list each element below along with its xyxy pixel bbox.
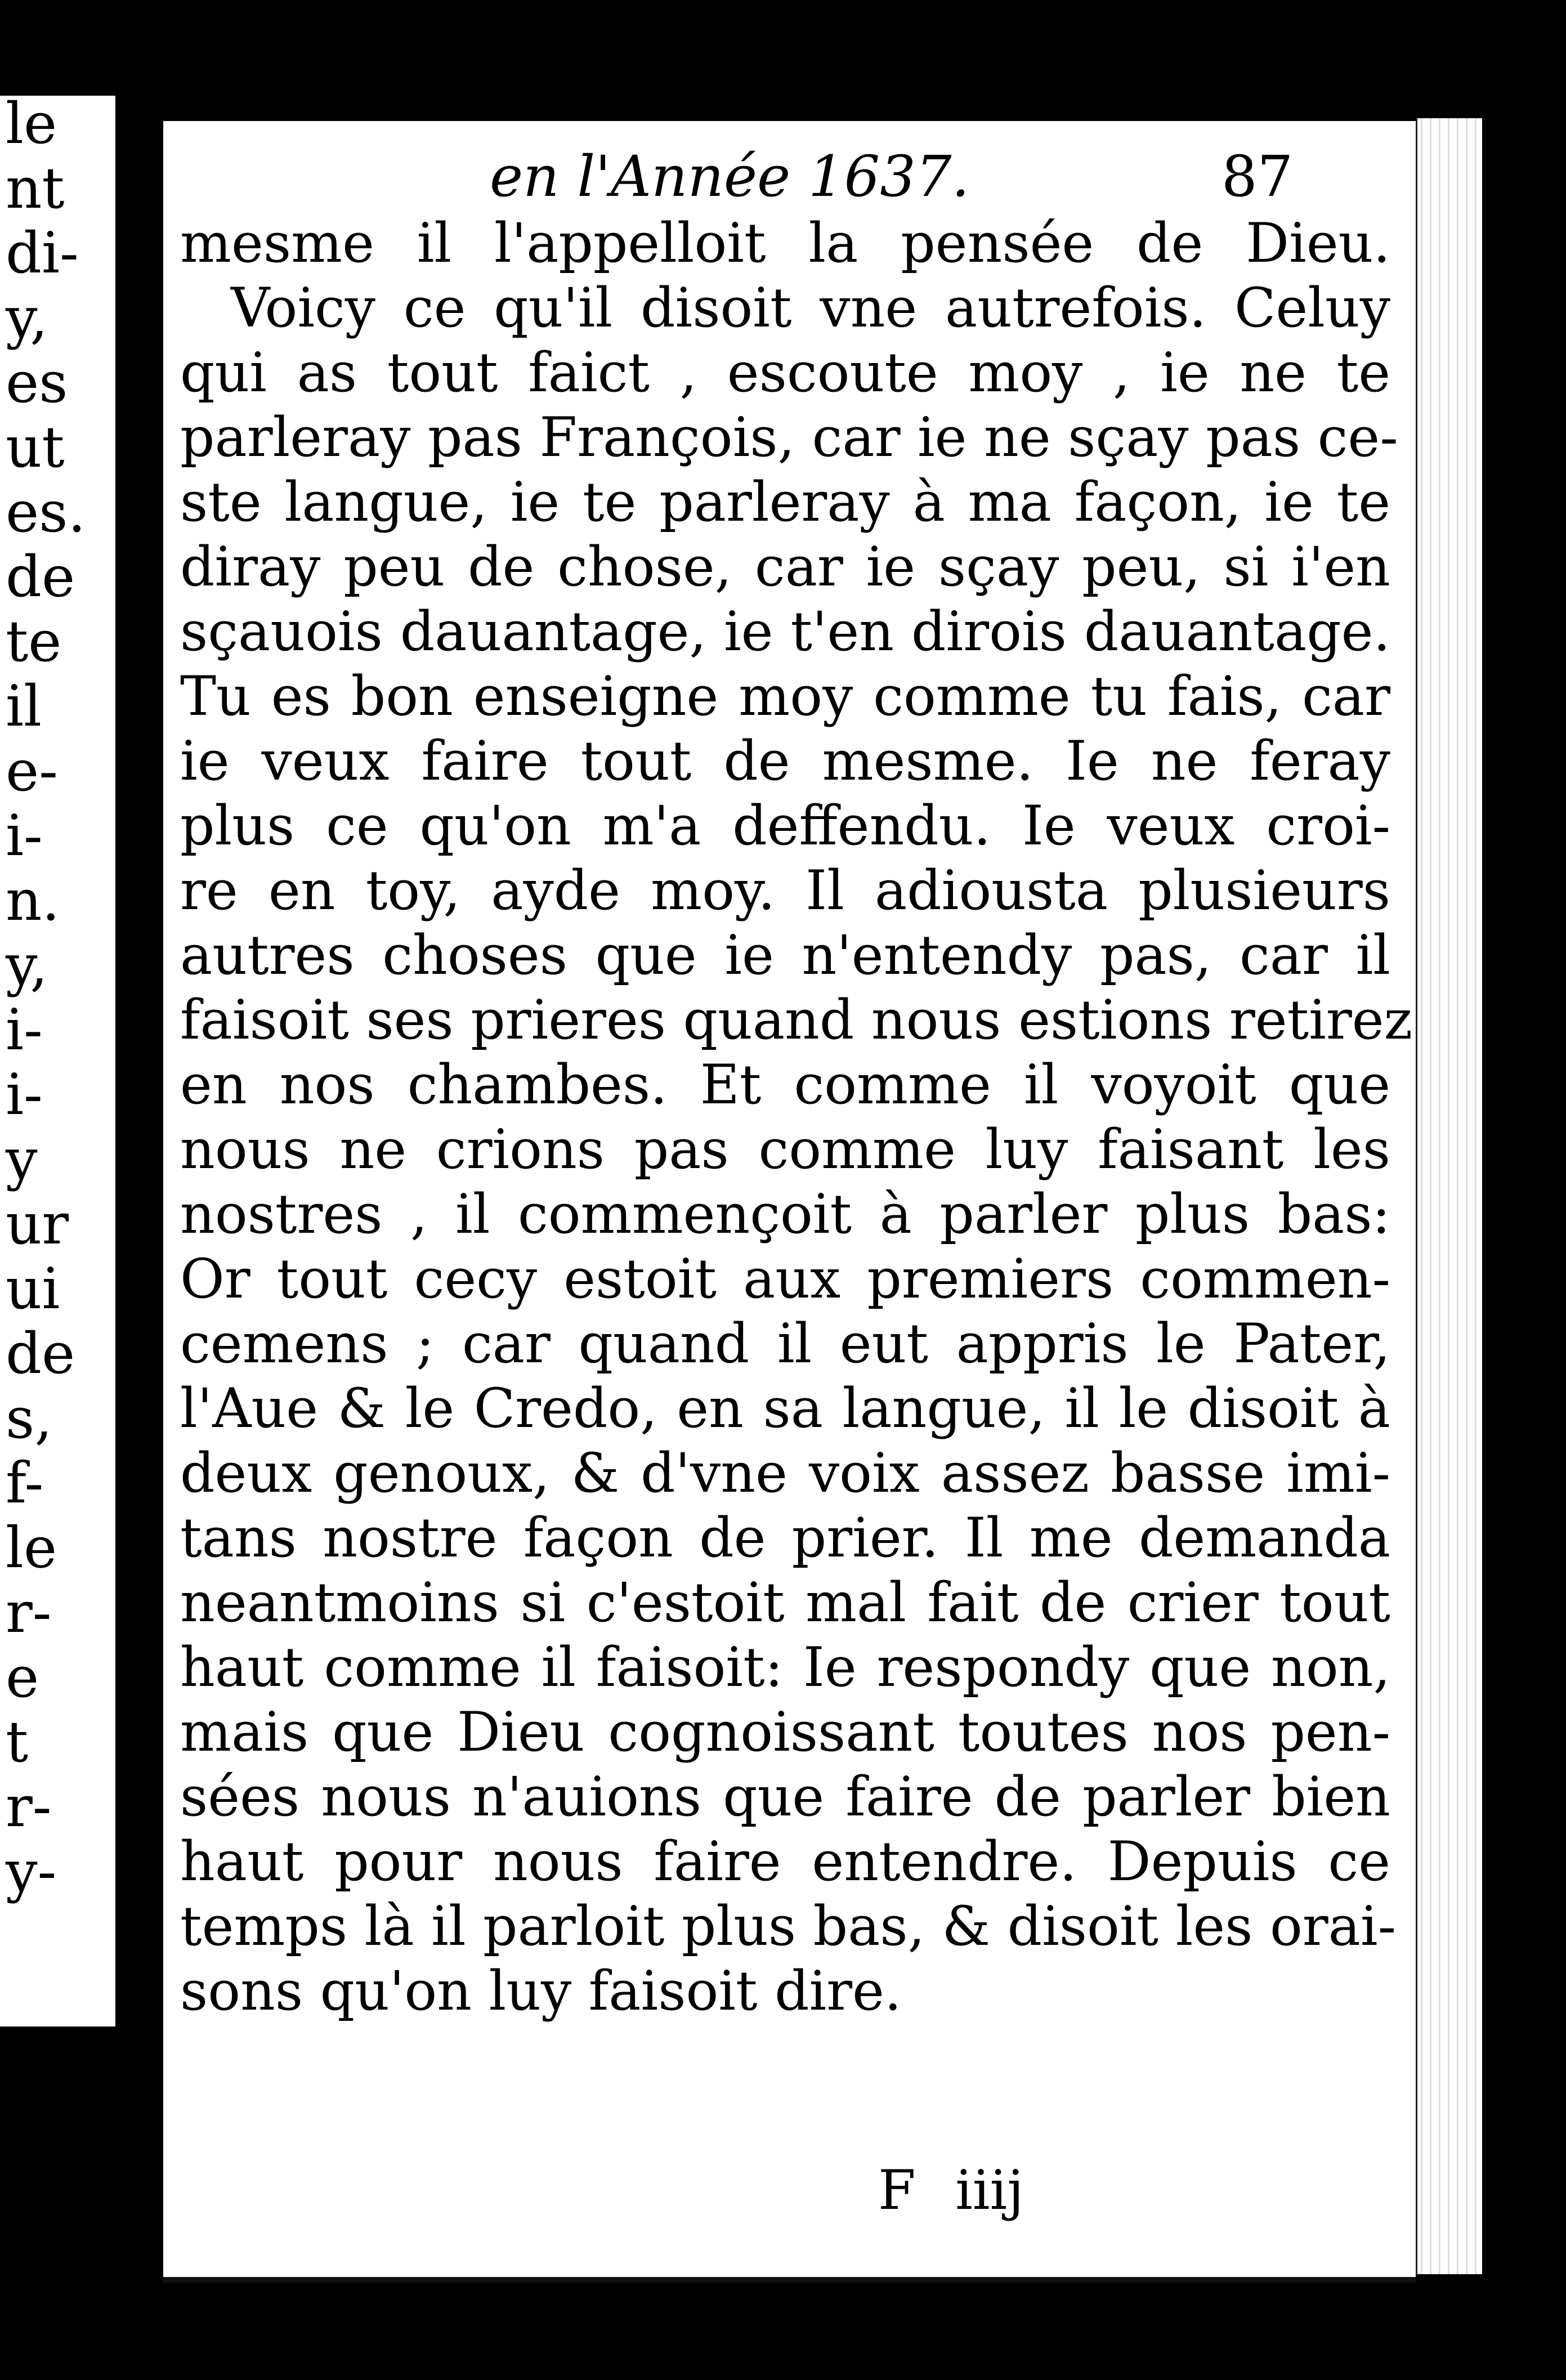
previous-page-edge xyxy=(0,96,115,2026)
prev-fragment: nt xyxy=(6,155,65,221)
text-line: deux genoux, & d'vne voix assez basse imi- xyxy=(180,1442,1390,1505)
text-line: haut comme il faisoit: Ie respondy que non, xyxy=(180,1636,1390,1699)
text-line: qui as tout faict , escoute moy , ie ne te xyxy=(180,341,1390,404)
prev-fragment: te xyxy=(6,609,62,674)
text-line: re en toy, ayde moy. Il adiousta plusieurs xyxy=(180,859,1390,922)
text-line: cemens ; car quand il eut appris le Pater, xyxy=(180,1312,1390,1375)
text-line: ste langue, ie te parleray à ma façon, ie te xyxy=(180,471,1390,534)
prev-fragment: r- xyxy=(6,1580,52,1645)
prev-fragment: r- xyxy=(6,1774,52,1840)
prev-fragment: ui xyxy=(6,1256,60,1322)
text-line: ie veux faire tout de mesme. Ie ne feray xyxy=(180,730,1390,793)
prev-fragment: le xyxy=(6,96,57,156)
text-line: temps là il parloit plus bas, & disoit les orai- xyxy=(180,1895,1396,1958)
text-line: Tu es bon enseigne moy comme tu fais, car xyxy=(180,665,1390,728)
text-line: faisoit ses prieres quand nous estions retirez xyxy=(180,988,1413,1052)
prev-fragment: s, xyxy=(6,1385,53,1451)
text-line: parleray pas François, car ie ne sçay pas ce- xyxy=(180,406,1398,469)
page-fore-edge xyxy=(1416,118,1482,2274)
page-number: 87 xyxy=(1222,144,1294,209)
signature-mark: F iiij xyxy=(878,2159,1024,2222)
text-line: Voicy ce qu'il disoit vne autrefois. Celuy xyxy=(231,276,1390,339)
page-header xyxy=(163,144,1416,217)
prev-fragment: ut xyxy=(6,414,65,480)
prev-fragment: il xyxy=(6,673,42,739)
text-line: mesme il l'appelloit la pensée de Dieu. xyxy=(180,212,1390,275)
prev-fragment: y- xyxy=(6,1838,57,1904)
text-line: tans nostre façon de prier. Il me demanda xyxy=(180,1506,1390,1569)
prev-fragment: i- xyxy=(6,1062,43,1128)
prev-fragment: y, xyxy=(6,932,48,998)
text-line: neantmoins si c'estoit mal fait de crier tout xyxy=(180,1571,1390,1634)
text-line: nostres , il commençoit à parler plus bas: xyxy=(180,1183,1390,1246)
prev-fragment: es. xyxy=(6,479,86,545)
prev-fragment: e- xyxy=(6,738,58,804)
text-line: l'Aue & le Credo, en sa langue, il le disoit à xyxy=(180,1377,1390,1440)
running-head: en l'Année 1637. xyxy=(490,144,970,209)
text-line: sçauois dauantage, ie t'en dirois dauantage. xyxy=(180,600,1390,663)
text-line: sées nous n'auions que faire de parler bien xyxy=(180,1765,1390,1828)
text-line: mais que Dieu cognoissant toutes nos pen- xyxy=(180,1701,1390,1764)
prev-fragment: es xyxy=(6,350,68,415)
prev-fragment: ur xyxy=(6,1191,69,1257)
book-page xyxy=(163,121,1416,2283)
book-gutter xyxy=(115,0,163,2380)
body-text xyxy=(180,211,1413,2024)
text-line: plus ce qu'on m'a deffendu. Ie veux croi- xyxy=(180,794,1390,857)
prev-fragment: e xyxy=(6,1644,39,1710)
prev-fragment: i- xyxy=(6,997,43,1063)
prev-fragment: y, xyxy=(6,285,48,351)
prev-fragment: n. xyxy=(6,867,60,933)
text-line: autres choses que ie n'entendy pas, car il xyxy=(180,924,1390,987)
prev-fragment: i- xyxy=(6,803,43,869)
text-line: en nos chambes. Et comme il voyoit que xyxy=(180,1053,1390,1116)
text-line: Or tout cecy estoit aux premiers commen- xyxy=(180,1247,1390,1310)
prev-fragment: de xyxy=(6,1321,75,1386)
prev-fragment: di- xyxy=(6,220,79,286)
prev-fragment: t xyxy=(6,1709,29,1775)
prev-fragment: y xyxy=(6,1126,38,1192)
text-line: haut pour nous faire entendre. Depuis ce xyxy=(180,1830,1390,1893)
text-line: diray peu de chose, car ie sçay peu, si i'en xyxy=(180,535,1390,598)
text-line: nous ne crions pas comme luy faisant les xyxy=(180,1118,1390,1181)
prev-fragment: le xyxy=(6,1515,57,1581)
prev-fragment: f- xyxy=(6,1450,44,1516)
text-line: sons qu'on luy faisoit dire. xyxy=(180,1960,902,2023)
prev-fragment: de xyxy=(6,544,75,610)
